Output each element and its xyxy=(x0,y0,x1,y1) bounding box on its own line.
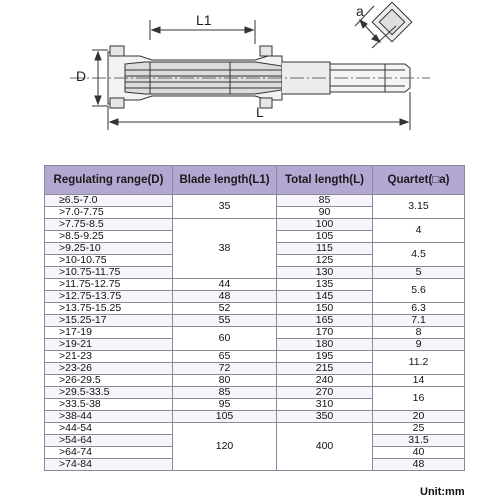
regulating-range-cell: >11.75-12.75 xyxy=(45,279,173,291)
table-row xyxy=(45,315,465,327)
header-quartet: Quartet(□a) xyxy=(373,166,465,195)
regulating-range-cell: >21-23 xyxy=(45,351,173,363)
total-length-cell: 350 xyxy=(277,411,373,423)
blade-length-cell: 85 xyxy=(173,387,277,399)
header-regulating-range: Regulating range(D) xyxy=(45,166,173,195)
table-row xyxy=(45,327,465,339)
quartet-cell: 9 xyxy=(373,339,465,351)
regulating-range-cell: >10-10.75 xyxy=(45,255,173,267)
blade-length-cell: 48 xyxy=(173,291,277,303)
total-length-cell: 115 xyxy=(277,243,373,255)
quartet-cell: 11.2 xyxy=(373,351,465,375)
quartet-cell: 7.1 xyxy=(373,315,465,327)
regulating-range-cell: >38-44 xyxy=(45,411,173,423)
total-length-cell: 150 xyxy=(277,303,373,315)
blade-length-cell: 38 xyxy=(173,219,277,279)
quartet-cell: 40 xyxy=(373,447,465,459)
quartet-cell: 5.6 xyxy=(373,279,465,303)
regulating-range-cell: >8.5-9.25 xyxy=(45,231,173,243)
table-row xyxy=(45,195,465,207)
table-row xyxy=(45,219,465,231)
unit-note: Unit:mm xyxy=(420,486,465,498)
table-row xyxy=(45,411,465,423)
quartet-cell: 25 xyxy=(373,423,465,435)
regulating-range-cell: >7.0-7.75 xyxy=(45,207,173,219)
table-row xyxy=(45,279,465,291)
quartet-cell: 8 xyxy=(373,327,465,339)
blade-length-label: L1 xyxy=(196,12,212,28)
total-length-cell: 90 xyxy=(277,207,373,219)
blade-length-cell: 60 xyxy=(173,327,277,351)
regulating-range-cell: >44-54 xyxy=(45,423,173,435)
regulating-range-cell: >26-29.5 xyxy=(45,375,173,387)
blade-length-cell: 35 xyxy=(173,195,277,219)
quartet-cell: 20 xyxy=(373,411,465,423)
total-length-cell: 105 xyxy=(277,231,373,243)
blade-length-cell: 95 xyxy=(173,399,277,411)
regulating-range-cell: >23-26 xyxy=(45,363,173,375)
total-length-cell: 145 xyxy=(277,291,373,303)
regulating-range-cell: >17-19 xyxy=(45,327,173,339)
header-blade-length: Blade length(L1) xyxy=(173,166,277,195)
blade-length-cell: 105 xyxy=(173,411,277,423)
total-length-cell: 165 xyxy=(277,315,373,327)
regulating-range-cell: >64-74 xyxy=(45,447,173,459)
quartet-cell: 14 xyxy=(373,375,465,387)
blade-length-cell: 72 xyxy=(173,363,277,375)
quartet-cell: 31.5 xyxy=(373,435,465,447)
regulating-range-cell: >29.5-33.5 xyxy=(45,387,173,399)
quartet-cell: 6.3 xyxy=(373,303,465,315)
total-length-cell: 85 xyxy=(277,195,373,207)
quartet-cell: 48 xyxy=(373,459,465,471)
diameter-label: D xyxy=(76,68,87,84)
quartet-cell: 16 xyxy=(373,387,465,411)
quartet-cell: 4.5 xyxy=(373,243,465,267)
regulating-range-cell: >12.75-13.75 xyxy=(45,291,173,303)
total-length-cell: 240 xyxy=(277,375,373,387)
regulating-range-cell: >74-84 xyxy=(45,459,173,471)
total-length-cell: 270 xyxy=(277,387,373,399)
regulating-range-cell: >7.75-8.5 xyxy=(45,219,173,231)
blade-length-cell: 65 xyxy=(173,351,277,363)
total-length-label: L xyxy=(256,104,264,120)
total-length-cell: 215 xyxy=(277,363,373,375)
regulating-range-cell: ≥6.5-7.0 xyxy=(45,195,173,207)
total-length-cell: 135 xyxy=(277,279,373,291)
regulating-range-cell: >19-21 xyxy=(45,339,173,351)
table-row xyxy=(45,351,465,363)
total-length-cell: 400 xyxy=(277,423,373,471)
regulating-range-cell: >33.5-38 xyxy=(45,399,173,411)
blade-length-cell: 80 xyxy=(173,375,277,387)
table-row xyxy=(45,387,465,399)
table-row xyxy=(45,303,465,315)
table-row xyxy=(45,375,465,387)
total-length-cell: 100 xyxy=(277,219,373,231)
quartet-cell: 5 xyxy=(373,267,465,279)
regulating-range-cell: >10.75-11.75 xyxy=(45,267,173,279)
regulating-range-cell: >13.75-15.25 xyxy=(45,303,173,315)
table-body xyxy=(45,195,465,471)
regulating-range-cell: >54-64 xyxy=(45,435,173,447)
regulating-range-cell: >15.25-17 xyxy=(45,315,173,327)
quartet-cell: 3.15 xyxy=(373,195,465,219)
total-length-cell: 195 xyxy=(277,351,373,363)
total-length-cell: 125 xyxy=(277,255,373,267)
regulating-range-cell: >9.25-10 xyxy=(45,243,173,255)
table-header-row xyxy=(45,166,465,195)
blade-length-cell: 52 xyxy=(173,303,277,315)
total-length-cell: 130 xyxy=(277,267,373,279)
total-length-cell: 310 xyxy=(277,399,373,411)
total-length-cell: 170 xyxy=(277,327,373,339)
reamer-drawing xyxy=(0,0,500,160)
reamer-spec-table xyxy=(44,165,465,471)
blade-length-cell: 120 xyxy=(173,423,277,471)
header-total-length: Total length(L) xyxy=(277,166,373,195)
blade-length-cell: 55 xyxy=(173,315,277,327)
blade-length-cell: 44 xyxy=(173,279,277,291)
total-length-cell: 180 xyxy=(277,339,373,351)
square-size-label: a xyxy=(356,3,364,19)
table-row xyxy=(45,423,465,435)
quartet-cell: 4 xyxy=(373,219,465,243)
